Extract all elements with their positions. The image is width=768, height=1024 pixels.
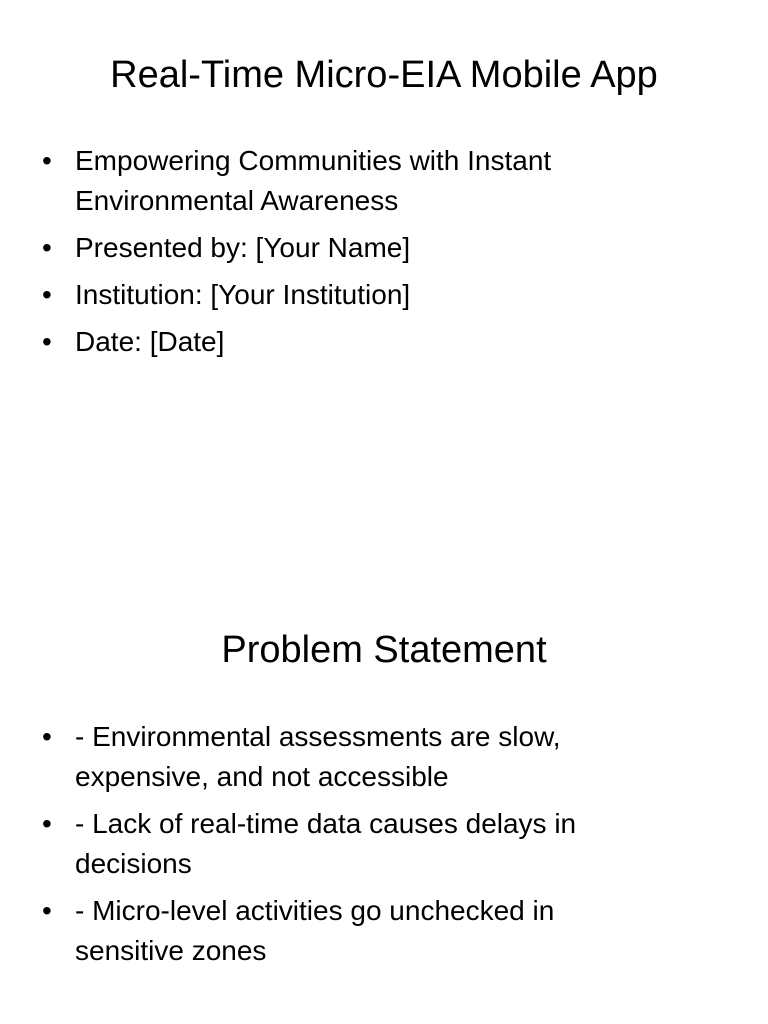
bullet-text: Date: [Date] xyxy=(75,326,225,357)
bullet-dot-icon: • xyxy=(42,232,52,263)
slide-title: Real-Time Micro-EIA Mobile App xyxy=(110,54,658,96)
bullet-item-date xyxy=(42,322,662,362)
problem-statement-slide xyxy=(0,576,768,1024)
bullet-text: - Lack of real-time data causes delays in decisions xyxy=(75,808,577,879)
bullet-dot-icon: • xyxy=(42,326,52,357)
bullet-dot-icon: • xyxy=(42,279,52,310)
bullet-dot-icon: • xyxy=(42,895,52,926)
bullet-dot-icon: • xyxy=(42,145,52,176)
bullet-text: Institution: [Your Institution] xyxy=(75,279,411,310)
bullet-text: Presented by: [Your Name] xyxy=(75,232,411,263)
bullet-item-institution xyxy=(42,275,662,315)
bullet-item-presenter xyxy=(42,228,662,268)
slide-title: Problem Statement xyxy=(221,629,547,671)
bullet-text: - Micro-level activities go unchecked in sensitive zones xyxy=(75,895,555,966)
bullet-text: - Environmental assessments are slow, expensive, and not accessible xyxy=(75,721,561,792)
bullet-list xyxy=(42,717,662,978)
bullet-item-problem-3 xyxy=(42,891,662,971)
bullet-item-problem-1 xyxy=(42,717,662,797)
bullet-text: Empowering Communities with Instant Environmental Awareness xyxy=(75,145,552,216)
bullet-item-tagline xyxy=(42,141,662,221)
bullet-list xyxy=(42,141,662,369)
bullet-dot-icon: • xyxy=(42,808,52,839)
bullet-item-problem-2 xyxy=(42,804,662,884)
bullet-dot-icon: • xyxy=(42,721,52,752)
